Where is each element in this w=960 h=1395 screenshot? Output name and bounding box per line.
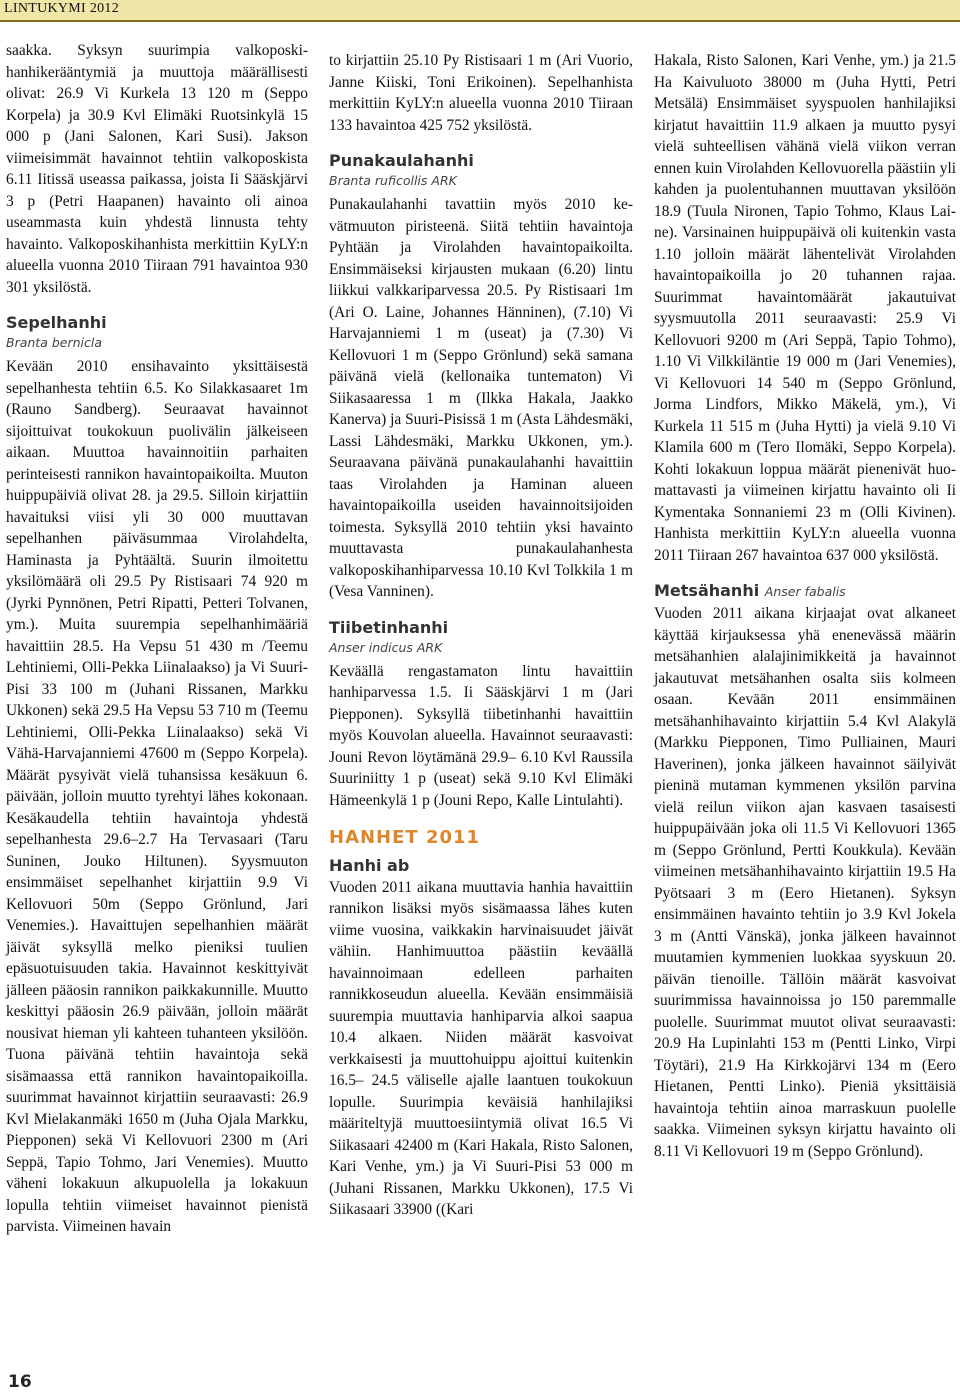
magazine-title: LINTUKYMI 2012	[4, 1, 120, 16]
column-1	[6, 40, 308, 1238]
header-bar	[0, 0, 960, 22]
heading-hanhi-ab: Hanhi ab	[329, 855, 410, 875]
page-number: 16	[8, 1372, 32, 1392]
heading-sepelhanhi: Sepelhanhi	[6, 313, 107, 332]
metsahanhi-title: Metsähanhi	[654, 581, 760, 600]
paragraph-metsahanhi: Vuoden 2011 aikana kirjaajat ovat alkaneet käyttää kirjauksessa yhä enenevässä määrin metsähanhien alalajinimikkeitä ja havainnot jakautuvat metsähanhen osalta siis kolmeen osaan. Kevään 2011 ensimmäinen metsähanhihavainto kirjattiin 5.4 Kvl Alakylä (Markku Piepponen, Timo Pulliainen, Mauri Haverinen), jonka jälkeen havainnot säilyivät pieninä mutaman kymmenen yksilön parvina vielä reilun viikon ajan kasvaen tasaisesti huippupäivään joka oli 11.5 Vi Kellovuori 1365 m (Seppo Grönlund, Pertti Koukkula). Kevään viimeinen metsähanhihavainto kirjattiin 19.5 Ha Pyötsaari 3 m (Eero Hietanen). Syksyn ensimmäinen havainto tehtiin jo 3.9 Kvl Jokela 3 m (Antti Vänskä), jonka jälkeen havainnot muutamien kymmenien luokkaa syyskuun 20. päivän tienoille. Tällöin määrät kasvoivat suurimmissa havainnoissa jo 150 paremmalle puolelle. Suurimmat muutot olivat seuraavasti: 20.9 Ha Lupinlahti 153 m (Pentti Linko, Virpi Töytäri), 21.9 Ha Kirkkojärvi 134 m (Eero Hietanen, Pentti Linko). Pieniä yksittäisiä havaintoja tehtiin ainoa marraskuun puolelle saakka. Viimeinen syksyn kirjattu havainto oli 8.11 Vi Kellovuori 19 m (Seppo Grönlund).	[654, 605, 956, 1160]
paragraph-hanhi-ab-end: Hakala, Risto Salonen, Kari Venhe, ym.) ja 21.5 Ha Kaivuluoto 38000 m (Juha Hytti, Petri Metsälä) Ensimmäiset syyspuolen hanhilajiksi kirjatut havaittiin 11.9 alkaen ja muutto pysyi vielä suhteellisen vähänä vielä viikon verran ennen kuin Virolahden Kellovuorella päästiin yli kahden ja puolentuhannen muuttavan yksilöön 18.9 (Tuula Nironen, Tapio Tohmo, Klaus Laine). Varsinainen huippupäivä oli kuitenkin vasta 1.10 jolloin määrät lähentelivät Virolahden havaintopaikoilla jo 20 tuhannen rajaa. Suurimmat havaintomäärät jakautuivat syysmuutolla 2011 seuraavasti: 25.9 Vi Kellovuori 9200 m (Ari Seppä, Tapio Tohmo), 1.10 Vi Vilkkiläntie 19 000 m (Jari Venemies), Vi Kellovuori 14 540 m (Seppo Grönlund, Jorma Lindfors, Mikko Mäkelä, ym.), Vi Kurkela 11 515 m (Juha Hytti) ja vielä 9.10 Vi Klamila 600 m (Tero Ilomäki, Seppo Korpela). Kohti lokakuun loppua määrät pienenivät huomattavasti ja viimeinen kirjattu havainto oli Ii Kymentaka Sonnaniemi 23 m (Olli Kivinen). Hanhista merkittiin KyLY:n alueella vuonna 2011 Tiiraan 267 havaintoa 637 000 yksilöstä.	[654, 52, 956, 564]
heading-metsahanhi	[654, 580, 956, 603]
paragraph-sepelhanhi: Kevään 2010 ensihavainto yksittäisestä sepelhanhesta tehtiin 6.5. Ko Silakkasaaret 1m (Rauno Sandberg). Seuraavat havainnot sijoittuivat toukokuun puolivälin jälkeiseen aikaan. Muuttoa havainnoitiin parhaiten perinteisesti rannikon havaintopaikoilta. Muuton huippupäiviä olivat 28. ja 29.5. Silloin kirjattiin havaituksi viisi yli 30 000 muuttavan sepelhanhen päiväsummaa Virolahdelta, Haminasta ja Pyhtäältä. Suurin ilmoitettu yksilömäärä oli 29.5 Py Ristisaari 74 920 m (Jyrki Pynnönen, Petri Ripatti, Petteri Tolvanen, ym.). Muita suurempia sepelhanhimääriä havaittiin 28.5. Ha Vepsu 51 430 m /Teemu Lehtiniemi, Olli-Pekka Liinalaakso) ja Vi Suuri-Pisi 33 100 m (Juhani Rissanen, Markku Ukkonen) sekä 29.5 Ha Vepsu 53 710 m (Teemu Lehtiniemi, Olli-Pekka Liinalaakso) sekä Vi Vähä-Harvajanniemi 47600 m (Seppo Korpela). Määrät pysyivät vielä tuhansissa kesäkuun 6. päivään, jolloin muutto tyrehtyi lähes kokonaan. Kesäkaudella tehtiin havaintoja yhdestä sepelhanhesta 29.6–2.7 Ha Tervasaari (Taru Suninen, Jouko Hiltunen). Syysmuuton ensimmäiset sepelhanhet kirjattiin 9.9 Vi Kellovuori 50m (Seppo Grönlund, Jari Venemies.). Havaittujen sepelhanhien määrät jäivät syksyllä melko pieniksi tuulien epäsuotuisuuden takia. Havainnot keskittyivät jälleen pääosin rannikon paikkakunnille. Muutto keskittyi pääosin 26.9 päivään, jolloin määrät nousivat hieman yli kahteen tuhanteen yksilöön. Tuona päivänä tehtiin havaintoja sekä sisämaassa että rannikon havaintopaikoilla. suurimmat havainnot kirjattiin seuraavasti: 26.9 Kvl Mielakanmäki 1650 m (Juha Ojala Markku, Piepponen) sekä Vi Kellovuori 2300 m (Ari Seppä, Tapio Tohmo, Jari Venemies). Muutto väheni lokakuun alkupuolella ja lokakuun lopulla tehtiin viimeiset havainnot pienistä parvista. Viimeinen havain	[6, 358, 308, 1235]
section-heading-hanhet-2011: HANHET 2011	[329, 827, 481, 848]
scientific-name-tiibetinhanhi: Anser indicus ARK	[329, 639, 443, 655]
scientific-name-metsahanhi: Anser fabalis	[764, 584, 846, 599]
scientific-name-sepelhanhi: Branta bernicla	[6, 335, 102, 350]
paragraph-hanhi-ab: Vuoden 2011 aikana muuttavia hanhia havaittiin rannikon lisäksi myös sisämaassa lähes kuten viime vuosina, vaikkakin harvinaisuudet jäivät vähiin. Hanhimuuttoa päästiin keväällä havainnoimaan edelleen parhaiten rannikkoseudun alueella. Kevään ensimmäisiä suurempia muuttavia hanhiparvia alkoi saapua 10.4 alkaen. Niiden määrät kasvoivat verkkaisesti ja muuttohuippu ajoittui kuitenkin 16.5– 24.5 väliselle ajalle laantuen toukokuun lopulle. Suurimpia keväisiä hanhilajiksi määriteltyjä muuttoesiintymiä olivat 16.5 Vi Siikasaari 42400 m (Kari Hakala, Risto Salonen, Kari Venhe, ym.) ja Vi Suuri-Pisi 53 000 m (Juhani Rissanen, Markku Ukkonen), 17.5 Vi Siikasaari 33900 ((Kari	[329, 878, 633, 1218]
paragraph-punakaulahanhi: Punakaulahanhi tavattiin myös 2010 kevätmuuton piristeenä. Siitä tehtiin havaintoja Pyhtään ja Virolahden havaintopaikoilta. Ensimmäiseksi kirjausten mukaan (6.20) lintu liikkui valkkariparvessa 20.5. Py Ristisaari 1m (Ari O. Laine, Johannes Hänninen), (7.10) Vi Harvajanniemi 1 m (useat) ja (7.30) Vi Kellovuori 1 m (Seppo Grönlund) sekä samana päivänä vielä (kellonaika tuntematon) Vi Siikasaaressa 1 m (Ilkka Hakala, Jaakko Kanerva) ja Suuri-Pisissä 1 m (Asta Lähdesmäki, Lassi Lähdesmäki, Markku Ukkonen, ym.). Seuraavana päivänä punakaulahanhi havaittiin taas Virolahden ja Haminan alueen havaintopaikoilla useiden havainnoitsijoiden toimesta. Syksyllä 2010 tehtiin yksi havainto muuttavasta punakaulahanhesta valkoposkihanhiparvessa 10.10 Kvl Tolkkila 1 m (Vesa Vanninen).	[329, 196, 633, 600]
paragraph-valkoposki-end: saakka. Syksyn suurimpia valkoposkihanhikerääntymiä ja muuttoja määrällisesti olivat: 26.9 Vi Kurkela 13 120 m (Seppo Korpela) ja 30.9 Kvl Elimäki Ruotsinkylä 15 000 p (Jani Salonen, Kari Susi). Jakson viimeisimmät havainnot tehtiin valkoposkista 6.11 Iitissä useassa paikassa, joista Ii Sääskjärvi 3 p (Petri Haapanen) havainto oli ainoa useammasta kuin yhdestä linnusta tehty havainto. Valkoposkihanhista merkittiin KyLY:n alueella vuonna 2010 Tiiraan 791 havaintoa 930 301 yksilöstä.	[6, 42, 308, 296]
column-2	[329, 50, 633, 1221]
column-3	[654, 50, 956, 1162]
heading-punakaulahanhi: Punakaulahanhi	[329, 151, 474, 170]
scientific-name-punakaulahanhi: Branta ruficollis ARK	[329, 173, 457, 188]
heading-tiibetinhanhi: Tiibetinhanhi	[329, 617, 449, 637]
paragraph-sepelhanhi-end: to kirjattiin 25.10 Py Ristisaari 1 m (Ari Vuorio, Janne Kiiski, Toni Erikoinen). Sepelhanhista merkittiin KyLY:n alueella vuonna 2010 Tiiraan 133 havaintoa 425 752 yksilöstä.	[329, 52, 633, 134]
paragraph-tiibetinhanhi: Keväällä rengastamaton lintu havaittiin hanhiparvessa 1.5. Ii Sääskjärvi 1 m (Jari Piepponen). Syksyllä tiibetinhanhi havaittiin myös Kouvolan alueella. Havainnot seuraavasti: Jouni Revon löytämänä 29.9– 6.10 Kvl Raussila Suuriniitty 1 p (useat) sekä 9.10 Kvl Elimäki Hämeenkylä 1 p (Jouni Repo, Kalle Lintulahti).	[329, 662, 633, 809]
